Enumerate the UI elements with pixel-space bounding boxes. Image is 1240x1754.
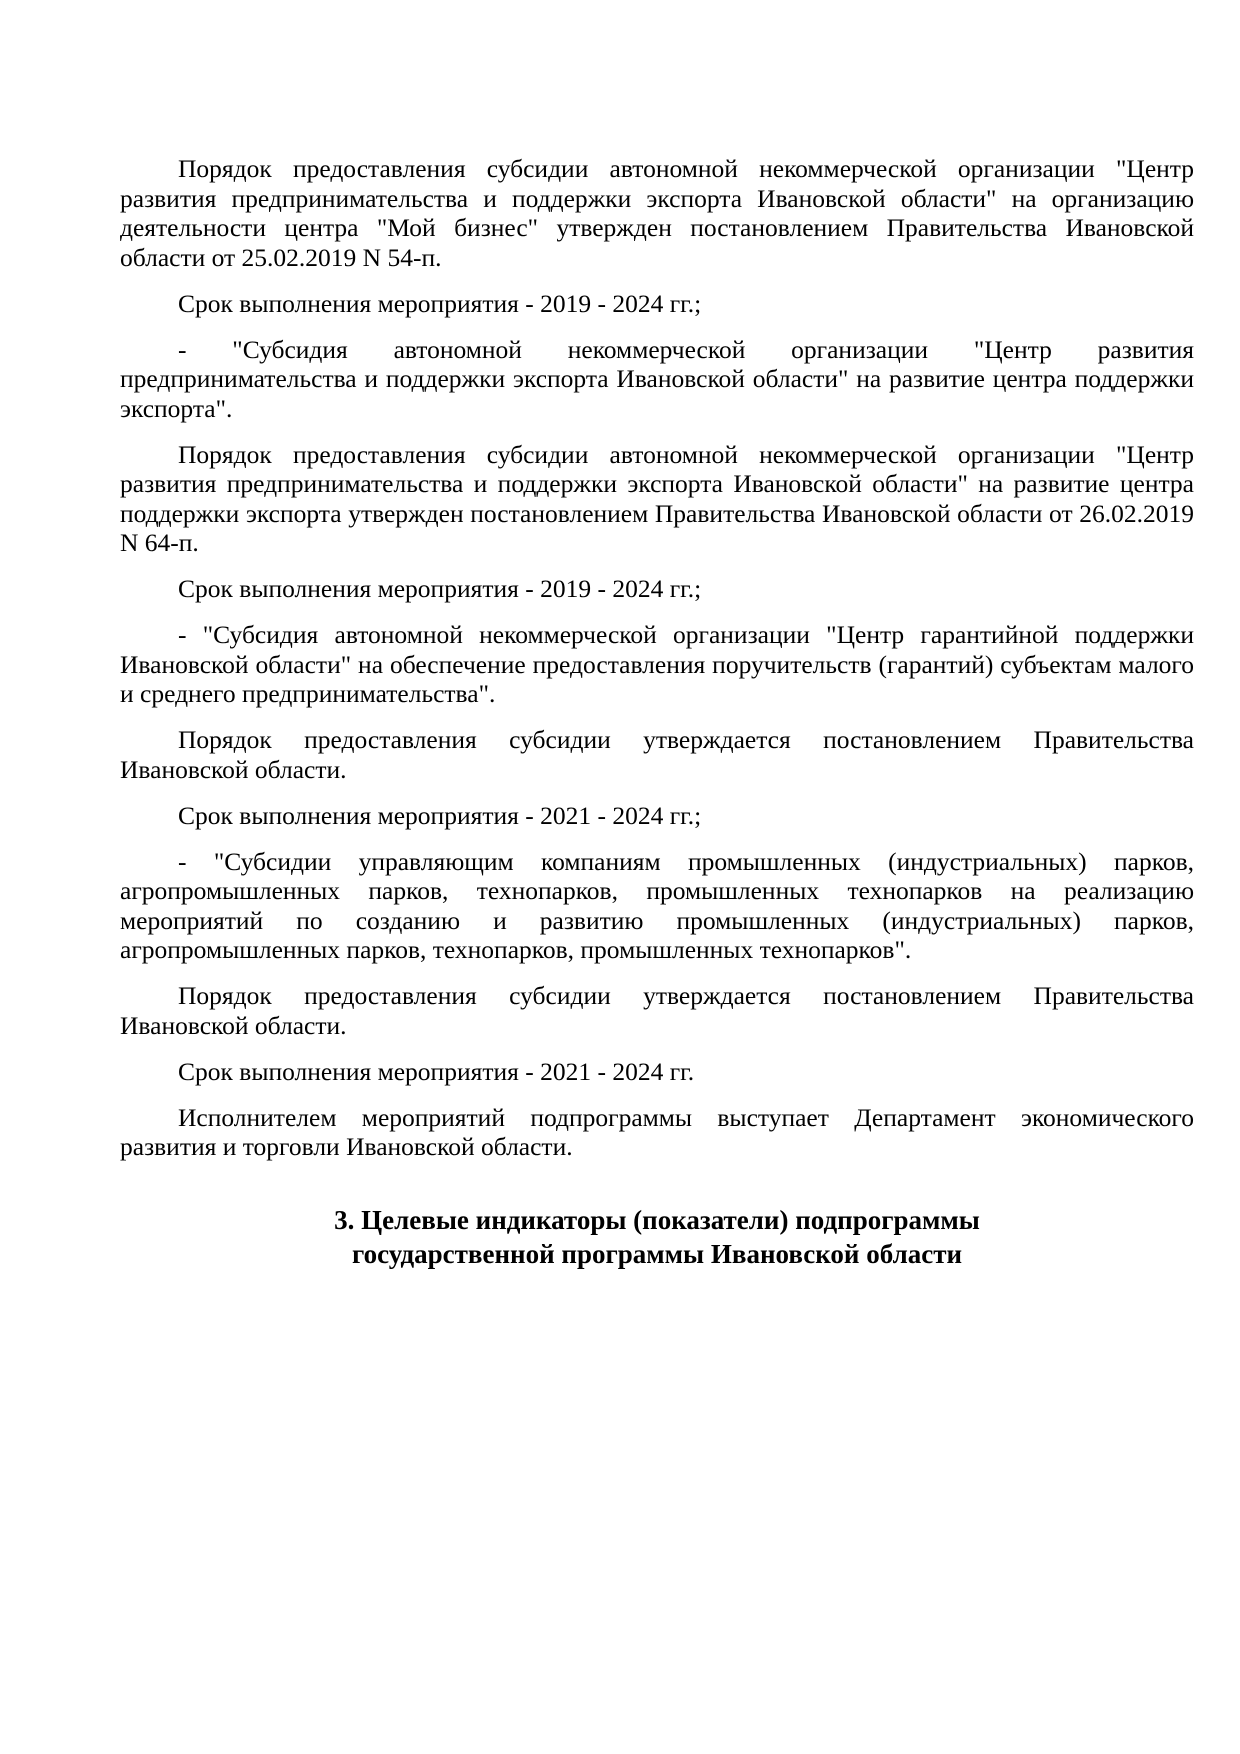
paragraph: Порядок предоставления субсидии утверждается постановлением Правительства Ивановской области. — [120, 981, 1194, 1040]
document-page — [120, 154, 1194, 1271]
paragraph: Срок выполнения мероприятия - 2021 - 2024 гг. — [178, 1056, 695, 1086]
paragraph: - "Субсидия автономной некоммерческой организации "Центр гарантийной поддержки Ивановской области" на обеспечение предоставления поручительств (гарантий) субъектам малого и среднего предпринимательства". — [120, 620, 1194, 708]
paragraph: Срок выполнения мероприятия - 2019 - 2024 гг.; — [178, 288, 702, 318]
paragraph: Срок выполнения мероприятия - 2019 - 2024 гг.; — [178, 574, 702, 603]
section-heading-line: 3. Целевые индикаторы (показатели) подпрограммы — [334, 1204, 980, 1235]
paragraph: - "Субсидия автономной некоммерческой организации "Центр развития предпринимательства и поддержки экспорта Ивановской области" на развитие центра поддержки экспорта". — [120, 334, 1194, 423]
paragraph: Порядок предоставления субсидии автономной некоммерческой организации "Центр развития предпринимательства и поддержки экспорта Ивановской области" на развитие центра поддержки экспорта утвержден постановлением Правительства Ивановской области от 26.02.2019 N 64-п. — [120, 439, 1194, 557]
paragraph: Исполнителем мероприятий подпрограммы выступает Департамент экономического развития и торговли Ивановской области. — [120, 1102, 1194, 1161]
paragraph: Порядок предоставления субсидии утверждается постановлением Правительства Ивановской области. — [120, 725, 1194, 784]
paragraph: Срок выполнения мероприятия - 2021 - 2024 гг.; — [178, 800, 702, 830]
section-heading-line: государственной программы Ивановской области — [351, 1238, 963, 1269]
paragraph: Порядок предоставления субсидии автономной некоммерческой организации "Центр развития предпринимательства и поддержки экспорта Ивановской области" на организацию деятельности центра "Мой бизнес" утвержден постановлением Правительства Ивановской области от 25.02.2019 N 54-п. — [120, 154, 1194, 272]
section-heading — [120, 1203, 1194, 1271]
paragraph: - "Субсидии управляющим компаниям промышленных (индустриальных) парков, агропромышленных парков, технопарков, промышленных технопарков на реализацию мероприятий по созданию и развитию промышленных (индустриальных) парков, агропромышленных парков, технопарков, промышленных технопарков". — [120, 846, 1194, 964]
